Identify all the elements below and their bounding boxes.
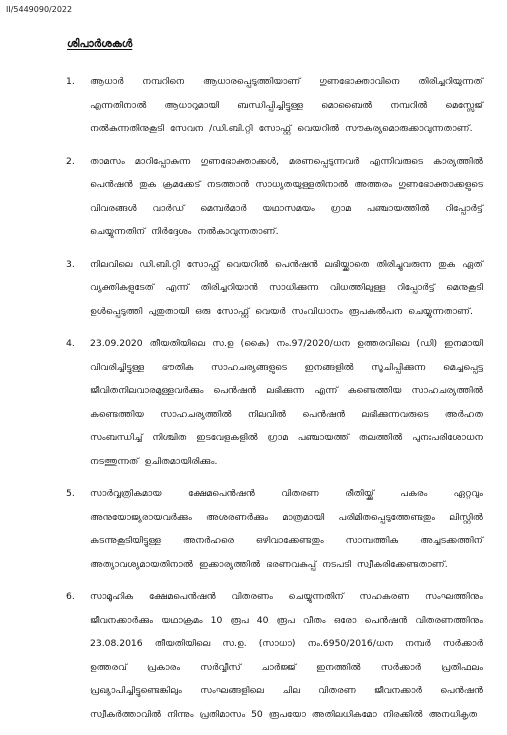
page-heading: ശിപാർശകൾ (67, 38, 133, 50)
recommendations-list (66, 70, 483, 735)
document-reference: II/5449090/2022 (6, 5, 73, 14)
recommendation-item (66, 150, 483, 244)
item-number: 6. (66, 591, 75, 602)
recommendation-item (66, 585, 483, 726)
item-text: ആധാർ നമ്പറിനെ ആധാരപ്പെടുത്തിയാണ് ഗുണഭോക്താവിനെ തിരിച്ചറിയുന്നത് എന്നതിനാൽ ആധാറുമായി ബന്ധിപ്പിച്ചിട്ടുള്ള മൊബൈൽ നമ്പറിൽ മെസ്സേജ് നൽകുന്നതിനുകൂടി സേവന /ഡി.ബി.റ്റി സോഫ്റ്റ് വെയറിൽ സൗകര്യമൊരുക്കാവുന്നതാണ്. (90, 76, 483, 134)
item-text: സാമൂഹിക ക്ഷേമപെൻഷൻ വിതരണം ചെയ്യുന്നതിന് സഹകരണ സംഘത്തിനും ജീവനക്കാർക്കും യഥാക്രമം 10 രൂപ 40 രൂപ വീതം ഒരോ പെൻഷൻ വിതരണത്തിനും 23.08.2016 തീയതിയിലെ സ.ഉ. (സാധാ) നം.6950/2016/ധന നമ്പർ സർക്കാർ ഉത്തരവ് പ്രകാരം സർവ്വീസ് ചാർജ്ജ് ഇനത്തിൽ സർക്കാർ പ്രതിഫലം പ്രഖ്യാപിച്ചിട്ടുണ്ടെങ്കിലും സംഘങ്ങളിലെ ചില വിതരണ ജീവനക്കാർ പെൻഷൻ സ്വീകർത്താവിൽ നിന്നും പ്രതിമാസം 50 രൂപയോ അതിലധികമോ നിരക്കിൽ അനധികൃത (90, 591, 483, 720)
recommendation-item (66, 482, 483, 576)
item-number: 2. (66, 155, 75, 167)
item-text: നിലവിലെ ഡി.ബി.റ്റി സോഫ്റ്റ് വെയറിൽ പെൻഷൻ ലഭിയ്ക്കാതെ തിരിച്ചുവരുന്ന തുക ഏത് വ്യക്തികളുടേത് എന്ന് തിരിച്ചറിയാൻ സാധിക്കുന്ന വിധത്തിലുള്ള റിപ്പോർട്ട് മെനുകൂടി ഉൾപ്പെടുത്തി പുതുതായി ഒരു സോഫ്റ്റ് വെയർ സംവിധാനം രൂപകൽപന ചെയ്യുന്നതാണ്. (90, 258, 483, 317)
item-text: താമസം മാറിപ്പോകുന്ന ഗുണഭോക്താക്കൾ, മരണപ്പെടുന്നവർ എന്നിവരുടെ കാര്യത്തിൽ പെൻഷൻ തുക ക്രമക്കേട് നടത്താൻ സാധ്യതയുള്ളതിനാൽ അത്തരം ഗുണഭോക്താക്കളുടെ വിവരങ്ങൾ വാർഡ് മെമ്പർമാർ യഥാസമയം ഗ്രാമ പഞ്ചായത്തിൽ റിപ്പോർട്ട് ചെയ്യുന്നതിന് നിർദ്ദേശം നൽകാവുന്നതാണ്. (90, 155, 483, 237)
item-number: 4. (66, 338, 75, 349)
recommendation-item (66, 253, 483, 324)
recommendation-item (66, 332, 483, 473)
item-number: 1. (66, 76, 75, 87)
item-number: 3. (66, 258, 75, 270)
recommendation-item (66, 70, 483, 141)
item-number: 5. (66, 488, 75, 499)
item-text: 23.09.2020 തീയതിയിലെ സ.ഉ (കൈ) നം.97/2020/ധന ഉത്തരവിലെ (ഡി) ഇനമായി വിവരിച്ചിട്ടുള്ള ഭൗതിക സാഹചര്യങ്ങളുടെ ഇനങ്ങളിൽ സൂചിപ്പിക്കുന്ന മെച്ചപ്പെട്ട ജീവിതനിലവാരമുള്ളവർക്കും പെൻഷൻ ലഭിക്കുന്ന എന്ന് കണ്ടെത്തിയ സാഹചര്യത്തിൽ കണ്ടെത്തിയ സാഹചര്യത്തിൽ നിലവിൽ പെൻഷൻ ലഭിക്കുന്നവരുടെ അർഹത സംബന്ധിച്ച് നിശ്ചിത ഇടവേളകളിൽ ഗ്രാമ പഞ്ചായത്ത് തലത്തിൽ പുനഃപരിശോധന നടത്തുന്നത് ഉചിതമായിരിക്കും. (90, 338, 483, 467)
item-text: സാർവ്വത്രികമായ ക്ഷേമപെൻഷൻ വിതരണ രീതിയ്ക്ക് പകരം ഏറ്റവും അനുയോജ്യരായവർക്കും അശരണർക്കും മാത്രമായി പരിമിതപ്പെടുത്തേണ്ടതും ലിസ്റ്റിൽ കടന്നുകൂടിയിട്ടുള്ള അനർഹരെ ഒഴിവാക്കേണ്ടതും സാമ്പത്തിക അച്ചടക്കത്തിന് അത്യാവശ്യമായതിനാൽ ഇക്കാര്യത്തിൽ ഭരണവകുപ്പ് നടപടി സ്വീകരിക്കേണ്ടതാണ്. (90, 488, 483, 570)
